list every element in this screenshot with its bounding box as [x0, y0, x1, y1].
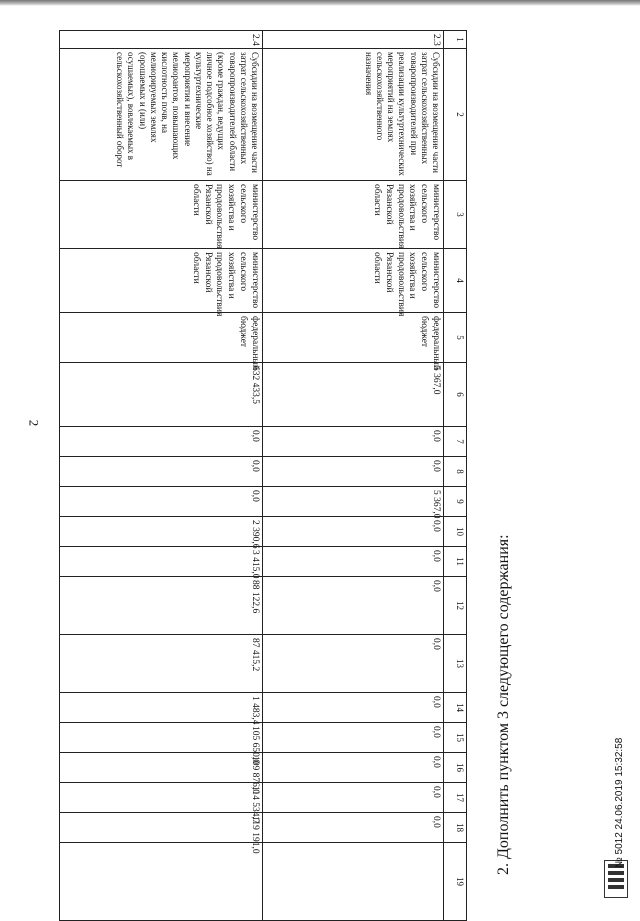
value-cell: 0,0	[60, 427, 263, 457]
value-cell: 87 415,2	[60, 635, 263, 693]
table-row	[263, 31, 444, 921]
executor: министерство сельского хозяйства и продовольствия Рязанской области	[263, 181, 444, 249]
column-header: 4	[444, 249, 467, 313]
value-cell: 0,0	[263, 517, 444, 547]
value-cell: 0,0	[263, 783, 444, 813]
value-cell: 0,0	[263, 547, 444, 577]
executor: министерство сельского хозяйства и продовольствия Рязанской области	[60, 181, 263, 249]
value-cell: 5 367,0	[263, 487, 444, 517]
value-cell: 0,0	[263, 635, 444, 693]
value-cell: 5 367,0	[263, 363, 444, 427]
value-cell: 0,0	[263, 723, 444, 753]
value-cell: 0,0	[263, 457, 444, 487]
table-row	[60, 31, 263, 921]
value-cell: 0,0	[263, 577, 444, 635]
column-header: 17	[444, 783, 467, 813]
value-cell: 119 191,0	[60, 813, 263, 843]
column-header: 11	[444, 547, 467, 577]
value-cell	[60, 843, 263, 921]
value-cell: 2 390,6	[60, 517, 263, 547]
column-header-row	[444, 31, 467, 921]
column-header: 7	[444, 427, 467, 457]
co-executor: министерство сельского хозяйства и продовольствия Рязанской области	[263, 249, 444, 313]
value-cell: 105 650,0	[60, 723, 263, 753]
value-cell: 0,0	[60, 487, 263, 517]
registration-stamp: № 5012 24.06.2019 15:32:58	[614, 737, 625, 868]
value-cell: 114 534,7	[60, 783, 263, 813]
row-number: 2.3	[263, 31, 444, 49]
value-cell	[263, 843, 444, 921]
value-cell: 88 122,6	[60, 577, 263, 635]
column-header: 13	[444, 635, 467, 693]
value-cell: 0,0	[263, 753, 444, 783]
co-executor: министерство сельского хозяйства и продовольствия Рязанской области	[60, 249, 263, 313]
measure-name: Субсидии на возмещение части затрат сельскохозяйственных товаропроизводителей при реализации культуртехнических мероприятий на землях сельскохозяйственного назначения	[263, 49, 444, 181]
value-cell: 109 876,0	[60, 753, 263, 783]
scan-edge	[0, 0, 640, 6]
value-cell: 632 433,5	[60, 363, 263, 427]
column-header: 3	[444, 181, 467, 249]
value-cell: 0,0	[263, 693, 444, 723]
column-header: 19	[444, 843, 467, 921]
page-number: 2	[26, 419, 42, 427]
row-number: 2.4	[60, 31, 263, 49]
value-cell: 0,0	[263, 813, 444, 843]
column-header: 18	[444, 813, 467, 843]
funding-source: федеральный бюджет	[60, 313, 263, 363]
value-cell: 0,0	[263, 427, 444, 457]
column-header: 15	[444, 723, 467, 753]
column-header: 2	[444, 49, 467, 181]
column-header: 6	[444, 363, 467, 427]
column-header: 10	[444, 517, 467, 547]
funding-source: федеральный бюджет	[263, 313, 444, 363]
column-header: 9	[444, 487, 467, 517]
amendment-text: 2. Дополнить пунктом 3 следующего содержания:	[495, 534, 512, 875]
column-header: 5	[444, 313, 467, 363]
column-header: 12	[444, 577, 467, 635]
column-header: 8	[444, 457, 467, 487]
measure-name: Субсидии на возмещение части затрат сельскохозяйственных товаропроизводителей области (кроме граждан, ведущих личное подсобное хозяйство) на культуртехнические мероприятия и внесение мелиорантов, повышающих кислотность почв, на мелиорируемых землях (орошаемых и (или) осушаемых), вовлекаемых в сельскохозяйственный оборот	[60, 49, 263, 181]
program-table	[59, 30, 467, 890]
column-header: 14	[444, 693, 467, 723]
column-header: 1	[444, 31, 467, 49]
value-cell: 0,0	[60, 457, 263, 487]
value-cell: 3 415,0	[60, 547, 263, 577]
column-header: 16	[444, 753, 467, 783]
value-cell: 1 483,4	[60, 693, 263, 723]
